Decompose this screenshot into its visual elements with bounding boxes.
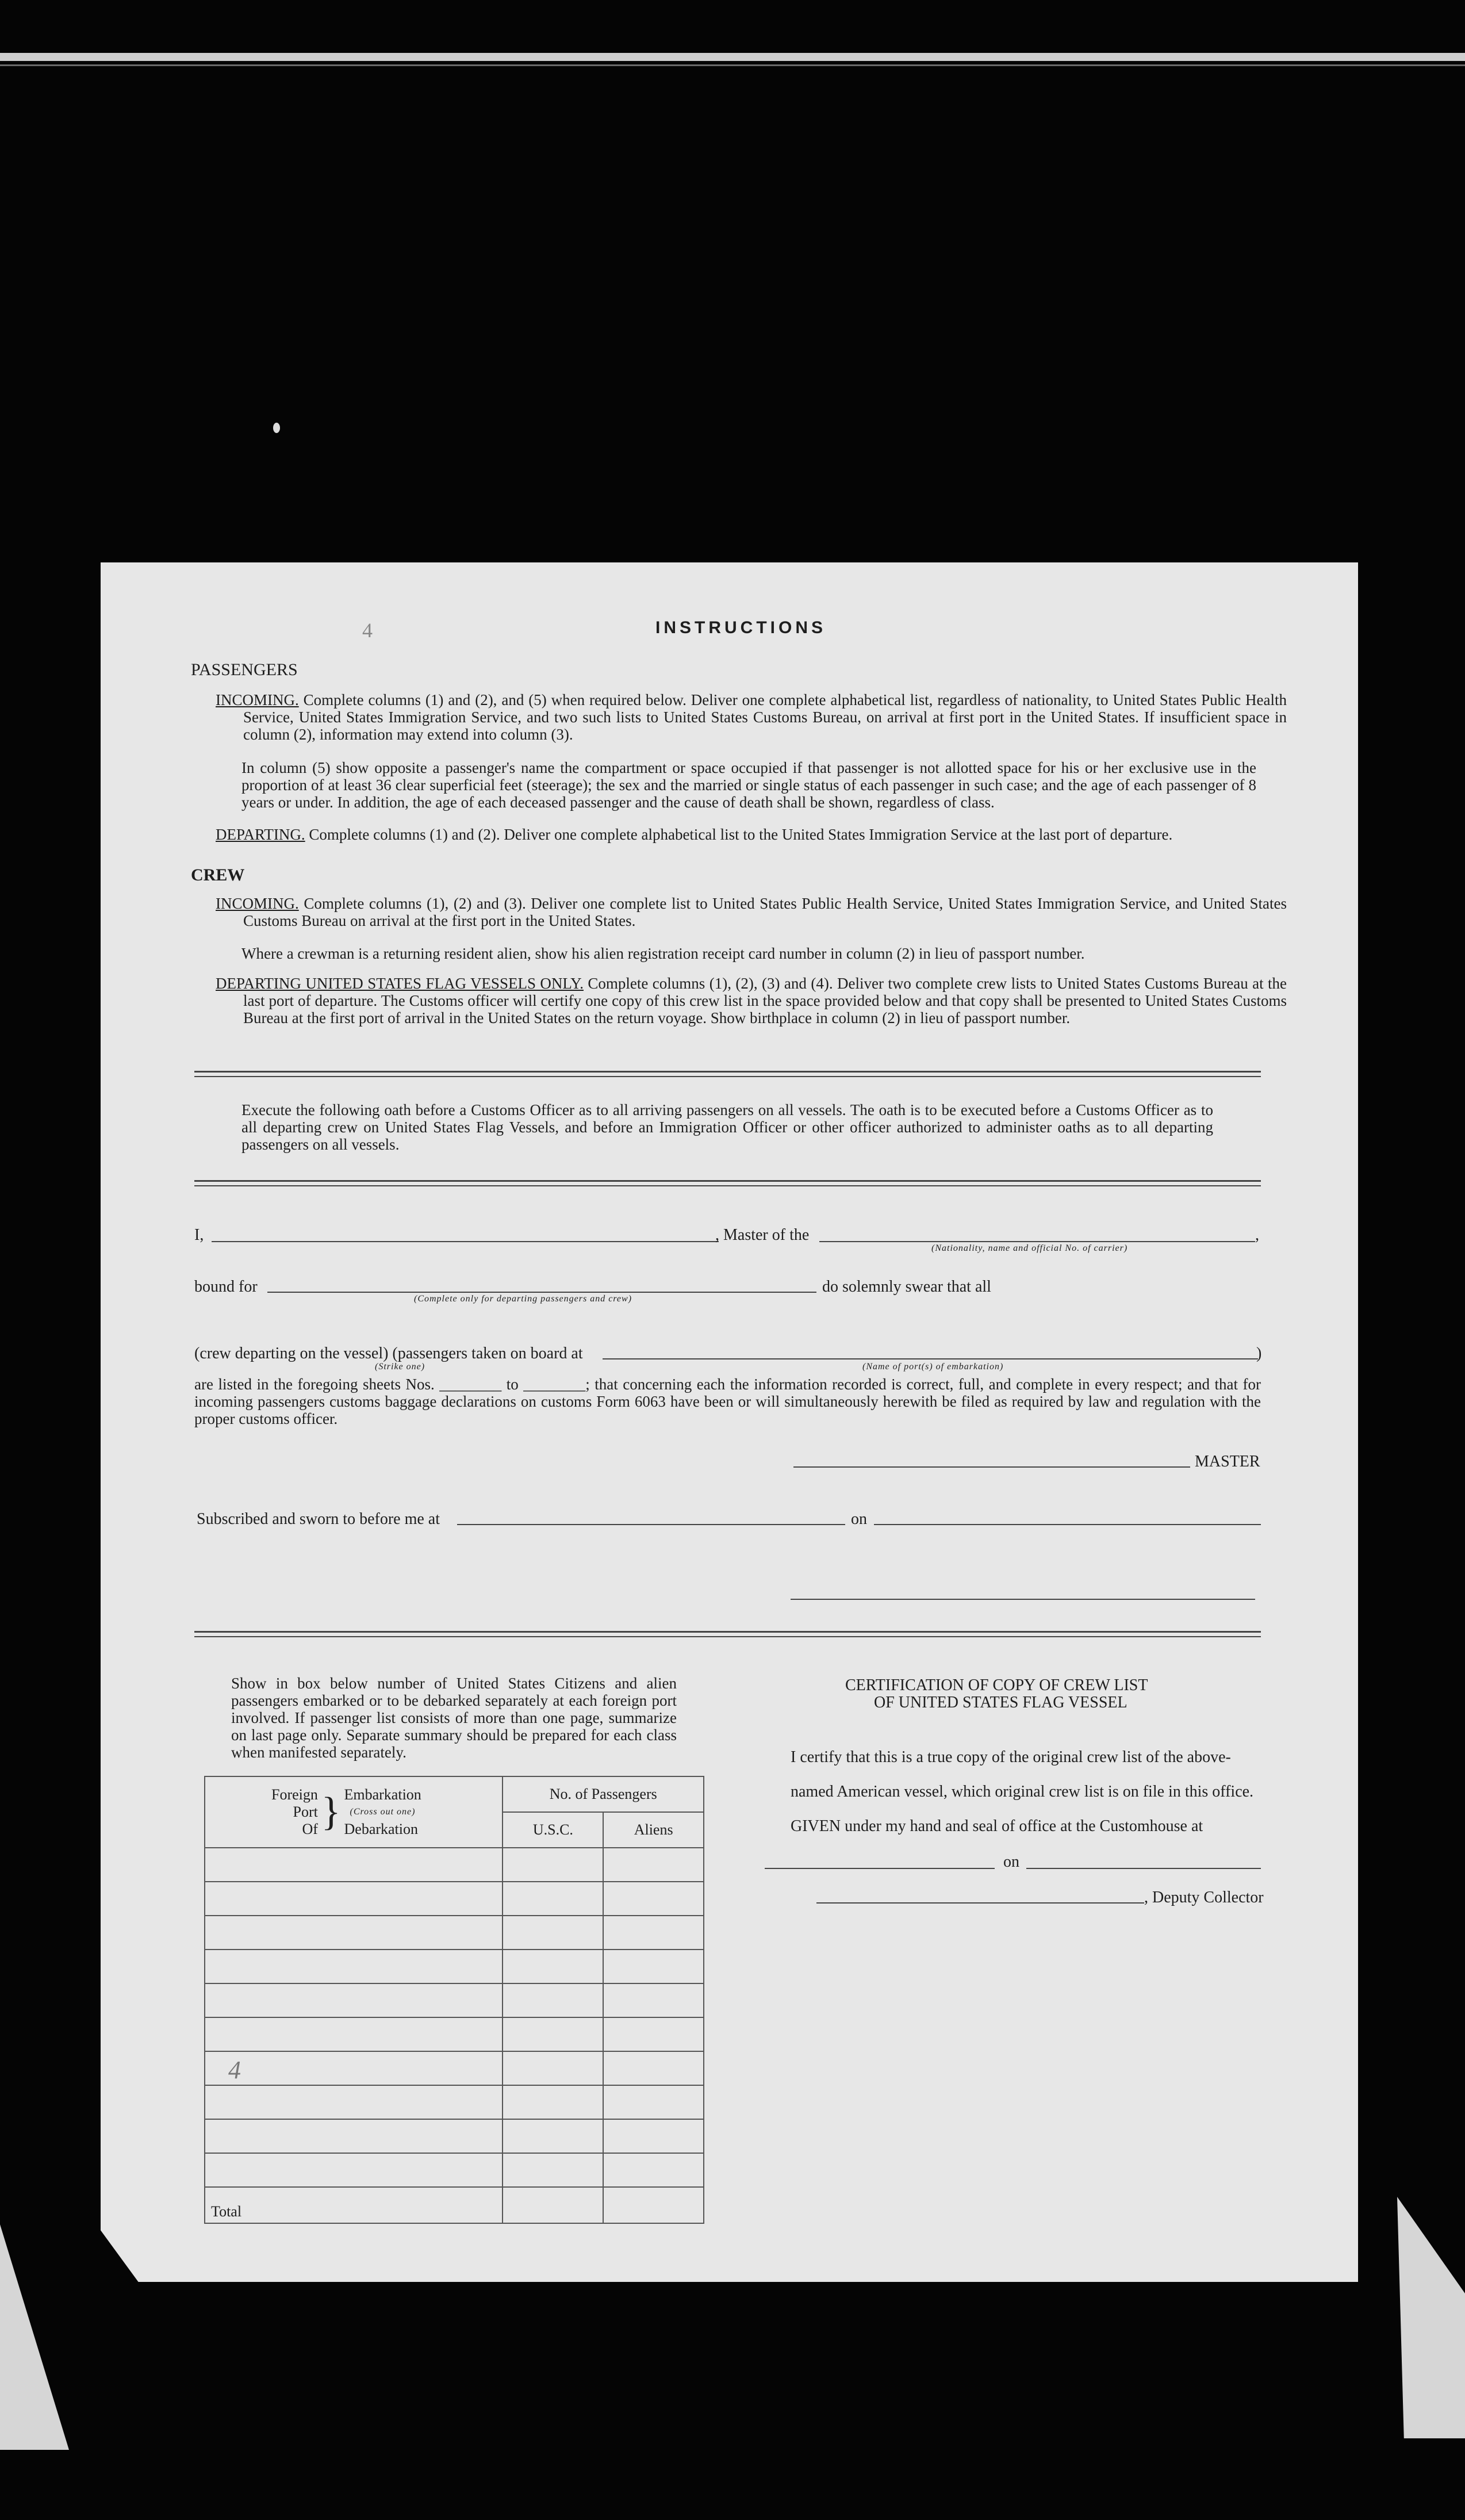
strike-one-caption: (Strike one): [375, 1362, 425, 1372]
oath-i-label: I,: [194, 1226, 204, 1244]
master-label: MASTER: [1195, 1453, 1260, 1470]
port-label: Port: [293, 1803, 318, 1820]
crew-passengers-label: (crew departing on the vessel) (passengers taken on board at: [194, 1345, 583, 1362]
bound-for-caption: (Complete only for departing passengers and crew): [414, 1294, 632, 1304]
sworn-place-field[interactable]: [457, 1524, 845, 1525]
vessel-field[interactable]: [819, 1241, 1255, 1242]
cert-line-3: GIVEN under my hand and seal of office at the Customhouse at: [791, 1817, 1203, 1835]
usc-cell[interactable]: [503, 2085, 603, 2119]
crew-departing-label: DEPARTING UNITED STATES FLAG VESSELS ONLY.: [216, 975, 584, 992]
film-edge-left: [0, 2128, 69, 2450]
passengers-departing-label: DEPARTING.: [216, 826, 305, 843]
customhouse-field[interactable]: [765, 1868, 995, 1869]
foreign-label: Foreign: [271, 1786, 318, 1803]
crew-departing: [216, 975, 1287, 1027]
port-cell[interactable]: [205, 2085, 503, 2119]
film-edge-right: [1397, 2197, 1465, 2438]
divider: [194, 1071, 1261, 1077]
aliens-cell[interactable]: [603, 2017, 704, 2051]
embarkation-label: Embarkation: [344, 1786, 421, 1803]
table-row: [205, 1882, 704, 1916]
usc-cell[interactable]: [503, 2119, 603, 2153]
table-row: [205, 2051, 704, 2085]
listed-sheets-text: are listed in the foregoing sheets Nos. ________ to ________; that concerning each the information recorded is correct, full, and complete in every respect; and that for incoming passengers customs baggage declarations on customs Form 6063 have been or will simultaneously herewith be filed as required by law and regulation with the proper customs officer.: [194, 1376, 1261, 1427]
aliens-cell[interactable]: [603, 2051, 704, 2085]
sworn-on-label: on: [851, 1510, 867, 1528]
table-row: [205, 2119, 704, 2153]
deputy-collector-label: , Deputy Collector: [1144, 1889, 1264, 1906]
close-paren: ): [1256, 1345, 1262, 1362]
film-speck: [273, 423, 280, 433]
total-usc-cell[interactable]: [503, 2187, 603, 2223]
bound-for-label: bound for: [194, 1278, 258, 1296]
aliens-cell[interactable]: [603, 2119, 704, 2153]
ports-table: Foreign Port Of } Embarkation (Cross out one) Debarkation No. of Passengers U.S.C. Aliens 4 Total: [204, 1776, 704, 2224]
crew-incoming-label: INCOMING.: [216, 895, 299, 912]
aliens-cell[interactable]: [603, 2153, 704, 2187]
vessel-field-end: ,: [1255, 1226, 1259, 1244]
divider: [194, 1631, 1261, 1637]
total-label: Total: [205, 2187, 503, 2223]
crew-departing-text: Complete columns (1), (2), (3) and (4). Deliver two complete crew lists to United States Customs Bureau at the last port of departure. The Customs officer will certify one copy of this crew list in the space provided below and that copy shall be presented to United States Customs Bureau at the first port of arrival in the United States on the return voyage. Show birthplace in column (2) in lieu of passport number.: [243, 975, 1287, 1027]
passengers-incoming: [216, 691, 1287, 743]
cert-line-1: I certify that this is a true copy of the original crew list of the above-: [791, 1748, 1231, 1766]
port-cell[interactable]: [205, 1950, 503, 1983]
aliens-cell[interactable]: [603, 2085, 704, 2119]
usc-cell[interactable]: [503, 1848, 603, 1882]
aliens-header: Aliens: [603, 1812, 704, 1848]
aliens-cell[interactable]: [603, 1882, 704, 1916]
table-row: [205, 1983, 704, 2017]
crew-incoming: [216, 895, 1287, 929]
crew-incoming-text: Complete columns (1), (2) and (3). Deliver one complete list to United States Public Health Service, United States Immigration Service, and United States Customs Bureau on arrival at the first port in the United States.: [243, 895, 1287, 929]
nationality-caption: (Nationality, name and official No. of carrier): [931, 1243, 1128, 1253]
port-cell[interactable]: [205, 2051, 503, 2085]
embarkation-port-field[interactable]: [603, 1358, 1258, 1359]
passengers-heading: PASSENGERS: [191, 660, 298, 679]
handwritten-mark: 4: [228, 2056, 241, 2084]
table-total-row: [205, 2187, 704, 2223]
cert-line-2: named American vessel, which original crew list is on file in this office.: [791, 1783, 1254, 1801]
divider: [194, 1180, 1261, 1186]
cross-out-label: (Cross out one): [350, 1807, 416, 1817]
usc-cell[interactable]: [503, 1882, 603, 1916]
debarkation-label: Debarkation: [344, 1821, 419, 1837]
passengers-incoming-label: INCOMING.: [216, 691, 299, 708]
corner-handwritten-mark: 4: [362, 619, 373, 642]
cert-title-2: OF UNITED STATES FLAG VESSEL: [874, 1694, 1127, 1711]
port-cell[interactable]: [205, 1848, 503, 1882]
master-signature-field[interactable]: [793, 1466, 1190, 1468]
crew-heading: CREW: [191, 865, 245, 884]
port-cell[interactable]: [205, 2017, 503, 2051]
master-of-label: , Master of the: [715, 1226, 810, 1244]
usc-cell[interactable]: [503, 2051, 603, 2085]
cert-date-field[interactable]: [1026, 1868, 1261, 1869]
table-row: [205, 2085, 704, 2119]
embarkation-caption: (Name of port(s) of embarkation): [862, 1362, 1004, 1372]
aliens-cell[interactable]: [603, 1950, 704, 1983]
master-name-field[interactable]: [212, 1241, 719, 1242]
port-cell[interactable]: [205, 2153, 503, 2187]
bound-for-field[interactable]: [267, 1292, 816, 1293]
port-cell[interactable]: [205, 2119, 503, 2153]
port-cell[interactable]: [205, 1983, 503, 2017]
total-aliens-cell[interactable]: [603, 2187, 704, 2223]
aliens-cell[interactable]: [603, 1983, 704, 2017]
usc-cell[interactable]: [503, 2153, 603, 2187]
film-edge-line: [0, 64, 1465, 66]
cert-on-label: on: [1003, 1853, 1019, 1871]
port-cell[interactable]: [205, 1916, 503, 1950]
aliens-cell[interactable]: [603, 1916, 704, 1950]
officer-signature-field[interactable]: [791, 1599, 1255, 1600]
table-row: [205, 1848, 704, 1882]
cert-title-1: CERTIFICATION OF COPY OF CREW LIST: [845, 1676, 1148, 1694]
table-row: [205, 2153, 704, 2187]
port-cell[interactable]: [205, 1882, 503, 1916]
instructions-title: INSTRUCTIONS: [655, 618, 826, 637]
film-edge-top: [0, 53, 1465, 61]
oath-intro: Execute the following oath before a Customs Officer as to all arriving passengers on all vessels. The oath is to be executed before a Customs Officer as to all departing crew on United States Flag Vessels, and before an Immigration Officer or other officer authorized to administer oaths as to all departing passengers on all vessels.: [241, 1101, 1213, 1153]
box-instructions: Show in box below number of United States Citizens and alien passengers embarked or to be debarked separately at each foreign port involved. If passenger list consists of more than one page, summarize on last page only. Separate summary should be prepared for each class when manifested separately.: [231, 1675, 677, 1761]
passengers-departing: [216, 826, 1287, 843]
usc-cell[interactable]: [503, 1950, 603, 1983]
of-label: Of: [302, 1821, 318, 1837]
crew-resident-alien: Where a crewman is a returning resident alien, show his alien registration receipt card number in column (2) in lieu of passport number.: [241, 945, 1085, 962]
table-row: [205, 1950, 704, 1983]
passengers-incoming-text: Complete columns (1) and (2), and (5) when required below. Deliver one complete alphabetical list, regardless of nationality, to United States Public Health Service, United States Immigration Service, and two such lists to United States Customs Bureau, on arrival at first port in the United States. If insufficient space in column (2), information may extend into column (3).: [243, 691, 1287, 743]
no-of-passengers-header: No. of Passengers: [503, 1776, 704, 1812]
passengers-departing-text: Complete columns (1) and (2). Deliver one complete alphabetical list to the United States Immigration Service at the last port of departure.: [309, 826, 1173, 843]
deputy-signature-field[interactable]: [816, 1902, 1144, 1904]
table-row: [205, 1916, 704, 1950]
usc-header: U.S.C.: [503, 1812, 603, 1848]
passengers-column5: In column (5) show opposite a passenger's name the compartment or space occupied if that passenger is not allotted space for his or her exclusive use in the proportion of at least 36 clear superficial feet (steerage); the sex and the married or single status of each passenger in such case; and the age of each passenger of 8 years or under. In addition, the age of each deceased passenger and the cause of death shall be shown, regardless of class.: [241, 759, 1256, 811]
usc-cell[interactable]: [503, 1983, 603, 2017]
subscribed-label: Subscribed and sworn to before me at: [197, 1510, 440, 1528]
table-row: [205, 2017, 704, 2051]
sworn-date-field[interactable]: [874, 1524, 1261, 1525]
usc-cell[interactable]: [503, 1916, 603, 1950]
usc-cell[interactable]: [503, 2017, 603, 2051]
aliens-cell[interactable]: [603, 1848, 704, 1882]
swear-label: do solemnly swear that all: [822, 1278, 991, 1296]
